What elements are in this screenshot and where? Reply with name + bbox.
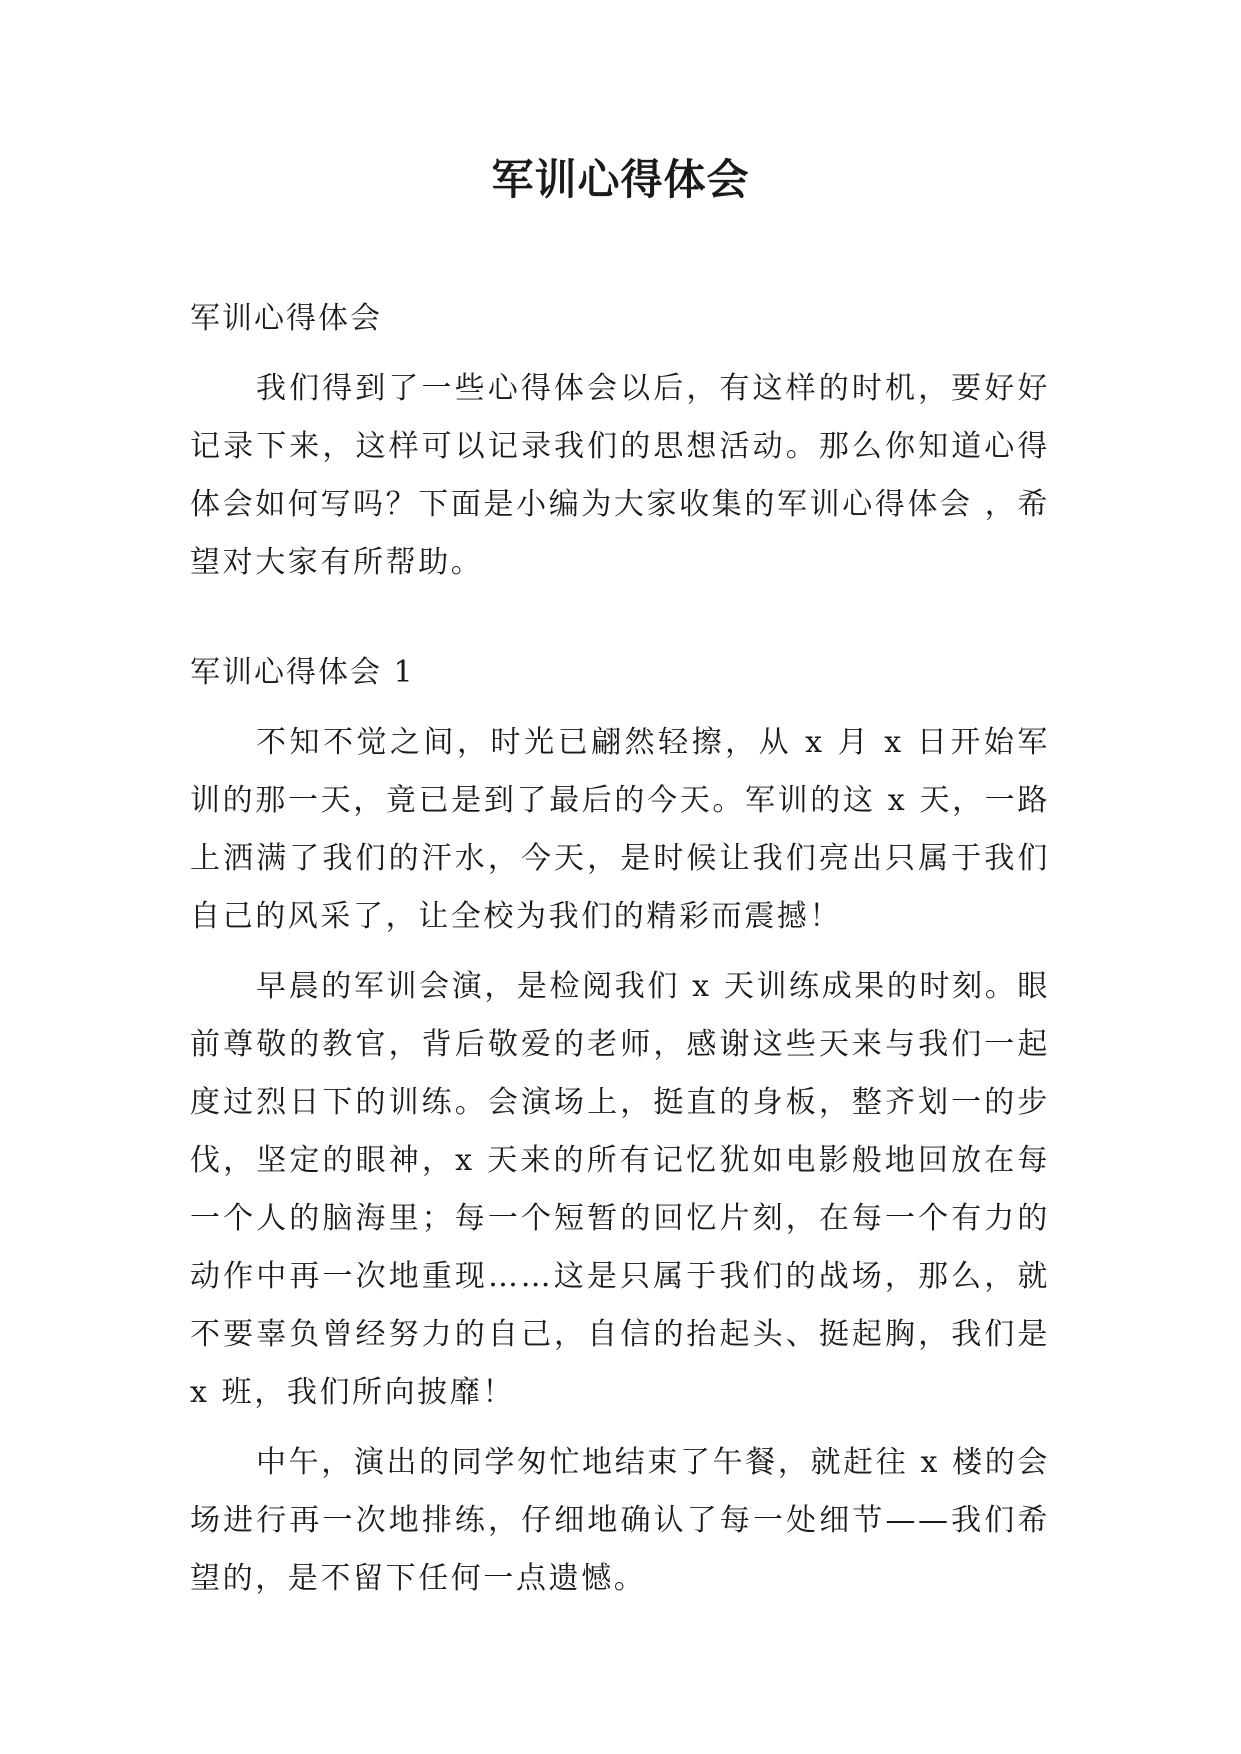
section-1-heading: 军训心得体会 1 [190, 655, 415, 690]
intro-paragraph: 我们得到了一些心得体会以后，有这样的时机，要好好记录下来，这样可以记录我们的思想活动。那么你知道心得体会如何写吗？下面是小编为大家收集的军训心得体会 ，希望对大家有所帮助。 [190, 371, 1050, 580]
intro-heading: 军训心得体会 [190, 301, 382, 336]
document-title: 军训心得体会 [491, 155, 750, 204]
section-1-paragraph: 不知不觉之间，时光已翩然轻擦，从 x 月 x 日开始军训的那一天，竟已是到了最后的今天。军训的这 x 天，一路上洒满了我们的汗水，今天，是时候让我们亮出只属于我们自己的风采了，让全校为我们的精彩而震撼！ [190, 725, 1050, 934]
section-1-paragraph: 中午，演出的同学匆忙地结束了午餐，就赶往 x 楼的会场进行再一次地排练，仔细地确认了每一处细节——我们希望的，是不留下任何一点遗憾。 [190, 1445, 1050, 1596]
section-1-paragraph: 早晨的军训会演，是检阅我们 x 天训练成果的时刻。眼前尊敬的教官，背后敬爱的老师，感谢这些天来与我们一起度过烈日下的训练。会演场上，挺直的身板，整齐划一的步伐，坚定的眼神，x 天来的所有记忆犹如电影般地回放在每一个人的脑海里；每一个短暂的回忆片刻，在每一个有力的动作中再一次地重现……这是只属于我们的战场，那么，就不要辜负曾经努力的自己，自信的抬起头、挺起胸，我们是 x 班，我们所向披靡！ [190, 969, 1050, 1410]
document-body [190, 290, 1050, 1608]
